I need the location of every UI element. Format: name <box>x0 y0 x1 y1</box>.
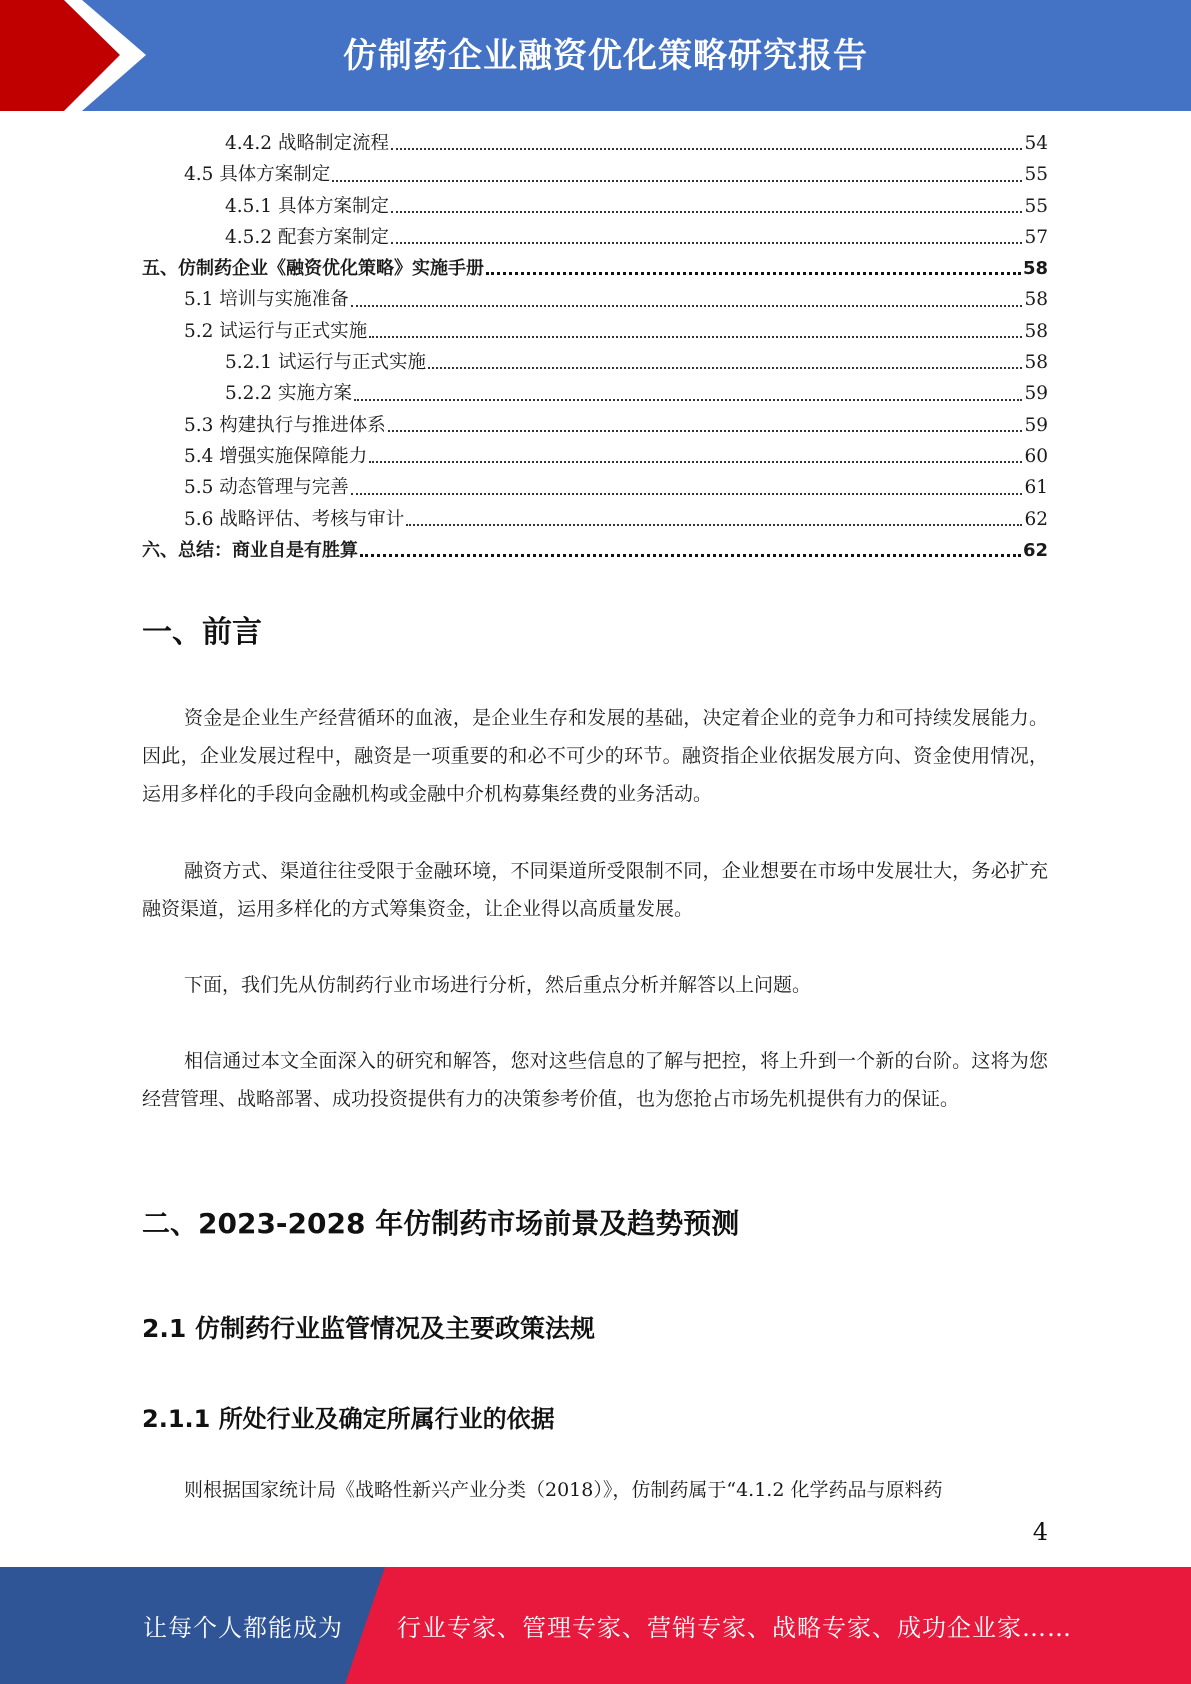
section-heading-preface: 一、前言 <box>142 615 262 650</box>
toc-entry[interactable] <box>142 128 1048 159</box>
subsubsection-heading: 2.1.1 所处行业及确定所属行业的依据 <box>142 1405 555 1433</box>
toc-entry-page: 57 <box>1024 226 1048 248</box>
toc-entry[interactable] <box>142 504 1048 535</box>
toc-dot-leader <box>351 492 1023 495</box>
toc-dot-leader <box>428 366 1022 369</box>
toc-entry[interactable] <box>142 378 1048 409</box>
toc-entry-page: 58 <box>1024 320 1048 342</box>
toc-entry-label: 4.4.2 战略制定流程 <box>225 133 389 154</box>
page-number: 4 <box>1032 1518 1048 1546</box>
toc-entry-label: 5.1 培训与实施准备 <box>184 289 349 311</box>
toc-entry-label: 5.4 增强实施保障能力 <box>184 445 368 467</box>
toc-dot-leader <box>332 179 1022 182</box>
section-heading-market: 二、2023-2028 年仿制药市场前景及趋势预测 <box>142 1207 740 1240</box>
footer-slogan-left: 让每个人都能成为 <box>143 1614 343 1642</box>
toc-entry-label: 5.5 动态管理与完善 <box>184 477 349 499</box>
toc-entry-page: 60 <box>1024 445 1048 467</box>
toc-entry-page: 55 <box>1024 164 1048 186</box>
toc-entry-page: 54 <box>1024 133 1048 154</box>
toc-entry-label: 5.6 战略评估、考核与审计 <box>184 508 405 530</box>
toc-dot-leader <box>360 553 1021 557</box>
toc-entry-label: 五、仿制药企业《融资优化策略》实施手册 <box>142 258 484 280</box>
toc-entry-page: 58 <box>1024 289 1048 311</box>
toc-entry[interactable] <box>142 284 1048 315</box>
toc-entry[interactable] <box>142 535 1048 566</box>
toc-dot-leader <box>369 460 1022 463</box>
paragraph: 则根据国家统计局《战略性新兴产业分类（2018）》，仿制药属于“4.1.2 化学药品与原料药 <box>184 1479 943 1501</box>
toc-entry-label: 5.2 试运行与正式实施 <box>184 320 368 342</box>
toc-entry[interactable] <box>142 472 1048 503</box>
toc-dot-leader <box>354 398 1023 401</box>
toc-entry-label: 六、总结：商业自是有胜算 <box>142 539 358 561</box>
header-title: 仿制药企业融资优化策略研究报告 <box>343 35 868 76</box>
toc-entry-page: 59 <box>1024 383 1048 405</box>
toc-entry[interactable] <box>142 253 1048 284</box>
paragraph: 下面，我们先从仿制药行业市场进行分析，然后重点分析并解答以上问题。 <box>184 974 812 996</box>
toc-entry-label: 4.5.2 配套方案制定 <box>225 226 389 248</box>
subsection-heading: 2.1 仿制药行业监管情况及主要政策法规 <box>142 1314 595 1343</box>
toc-entry[interactable] <box>142 222 1048 253</box>
toc-entry-label: 4.5.1 具体方案制定 <box>225 195 389 217</box>
paragraph: 资金是企业生产经营循环的血液，是企业生存和发展的基础，决定着企业的竞争力和可持续发展能力。因此，企业发展过程中，融资是一项重要的和必不可少的环节。融资指企业依据发展方向、资金使用情况，运用多样化的手段向金融机构或金融中介机构募集经费的业务活动。 <box>142 707 1048 805</box>
toc-entry-page: 62 <box>1022 539 1048 561</box>
toc-dot-leader <box>388 429 1023 432</box>
toc-dot-leader <box>406 523 1022 526</box>
toc-entry-label: 4.5 具体方案制定 <box>184 164 331 186</box>
toc-entry-page: 62 <box>1024 508 1048 530</box>
toc-dot-leader <box>391 147 1022 150</box>
toc-dot-leader <box>351 304 1023 307</box>
paragraph: 融资方式、渠道往往受限于金融环境，不同渠道所受限制不同，企业想要在市场中发展壮大，务必扩充融资渠道，运用多样化的方式筹集资金，让企业得以高质量发展。 <box>142 860 1048 920</box>
footer-slogan-right: 行业专家、管理专家、营销专家、战略专家、成功企业家…… <box>397 1614 1072 1642</box>
toc-entry[interactable] <box>142 410 1048 441</box>
toc-entry[interactable] <box>142 441 1048 472</box>
toc-entry-page: 61 <box>1024 477 1048 499</box>
toc-entry[interactable] <box>142 347 1048 378</box>
toc-entry-page: 58 <box>1024 352 1048 374</box>
toc-entry[interactable] <box>142 316 1048 347</box>
toc-entry[interactable] <box>142 191 1048 222</box>
toc-entry-page: 55 <box>1024 195 1048 217</box>
toc-entry-page: 59 <box>1024 414 1048 436</box>
page-header <box>0 0 1191 111</box>
toc-dot-leader <box>391 210 1022 213</box>
toc-entry[interactable] <box>142 159 1048 190</box>
toc-dot-leader <box>369 335 1022 338</box>
page-footer <box>0 1567 1191 1684</box>
table-of-contents <box>142 128 1048 566</box>
toc-dot-leader <box>486 271 1021 275</box>
toc-entry-label: 5.2.1 试运行与正式实施 <box>225 352 426 374</box>
toc-dot-leader <box>391 241 1022 244</box>
toc-entry-label: 5.2.2 实施方案 <box>225 383 352 405</box>
toc-entry-label: 5.3 构建执行与推进体系 <box>184 414 386 436</box>
paragraph: 相信通过本文全面深入的研究和解答，您对这些信息的了解与把控，将上升到一个新的台阶。这将为您经营管理、战略部署、成功投资提供有力的决策参考价值，也为您抢占市场先机提供有力的保证。 <box>142 1050 1048 1110</box>
toc-entry-page: 58 <box>1022 258 1048 280</box>
